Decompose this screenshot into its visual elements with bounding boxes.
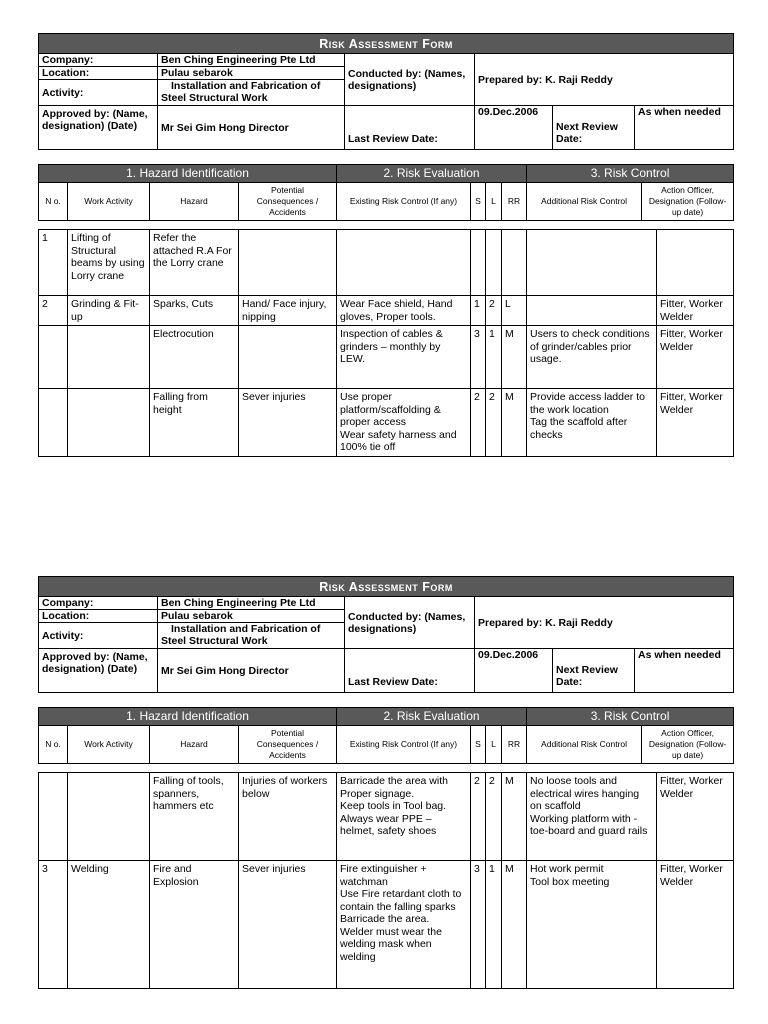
likelihood-cell: 2 [486,389,502,457]
table-row [39,230,734,296]
col-additional-control: Additional Risk Control [527,183,642,221]
location-value: Pulau sebarok [158,67,345,80]
hazard-cell: Electrocution [150,326,239,389]
risk-rows-table [38,229,734,457]
next-review-value: As when needed [635,649,734,693]
company-label: Company: [39,597,158,610]
form-header-table [38,576,734,693]
hazard-cell: Falling of tools, spanners, hammers etc [150,773,239,861]
approved-value: Mr Sei Gim Hong Director [158,106,345,150]
section-hazard-identification: 1. Hazard Identification [39,708,337,726]
section-risk-evaluation: 2. Risk Evaluation [337,165,527,183]
existing-control-cell: Fire extinguisher + watchman Use Fire retardant cloth to contain the falling sparks Barricade the area. Welder must wear the welding mask when welding [337,861,471,989]
company-value: Ben Ching Engineering Pte Ltd [158,54,345,67]
risk-rating-cell: M [502,861,527,989]
location-value: Pulau sebarok [158,610,345,623]
table-row [39,326,734,389]
consequence-cell [239,326,337,389]
table-row [39,296,734,326]
col-existing-control: Existing Risk Control (If any) [337,183,471,221]
last-review-label: Last Review Date: [345,106,475,150]
col-rr: RR [502,183,527,221]
risk-form-page-2 [38,576,733,989]
activity-value: Installation and Fabrication of Steel Structural Work [158,623,345,649]
existing-control-cell: Inspection of cables & grinders – monthly by LEW. [337,326,471,389]
action-officer-cell: Fitter, Worker Welder [657,326,734,389]
form-title: Risk Assessment Form [39,577,734,597]
existing-control-cell: Barricade the area with Proper signage. Keep tools in Tool bag. Always wear PPE – helmet, safety shoes [337,773,471,861]
hazard-cell: Falling from height [150,389,239,457]
work-activity-cell: Welding [68,861,150,989]
col-consequences: Potential Consequences / Accidents [239,183,337,221]
likelihood-cell [486,230,502,296]
row-number: 1 [39,230,68,296]
consequence-cell: Injuries of workers below [239,773,337,861]
approved-label: Approved by: (Name, designation) (Date) [39,106,158,150]
section-risk-control: 3. Risk Control [527,708,734,726]
section-risk-control: 3. Risk Control [527,165,734,183]
form-header-table [38,33,734,150]
likelihood-cell: 2 [486,773,502,861]
risk-form-page-1 [38,33,733,457]
risk-rating-cell: M [502,773,527,861]
work-activity-cell [68,773,150,861]
col-work-activity: Work Activity [68,183,150,221]
consequence-cell: Sever injuries [239,389,337,457]
company-label: Company: [39,54,158,67]
col-s: S [471,183,486,221]
severity-cell [471,230,486,296]
column-header-table [38,164,734,221]
severity-cell: 2 [471,773,486,861]
next-review-label: Next Review Date: [553,106,635,150]
col-no: N o. [39,726,68,764]
col-action-officer: Action Officer, Designation (Follow-up date) [642,183,734,221]
col-hazard: Hazard [150,183,239,221]
location-label: Location: [39,67,158,80]
existing-control-cell [337,230,471,296]
additional-control-cell: Provide access ladder to the work location Tag the scaffold after checks [527,389,657,457]
next-review-label: Next Review Date: [553,649,635,693]
prepared-label: Prepared by: K. Raji Reddy [475,597,734,649]
likelihood-cell: 1 [486,861,502,989]
work-activity-cell: Lifting of Structural beams by using Lorry crane [68,230,150,296]
work-activity-cell: Grinding & Fit-up [68,296,150,326]
column-header-table [38,707,734,764]
last-review-label: Last Review Date: [345,649,475,693]
col-rr: RR [502,726,527,764]
row-number [39,389,68,457]
severity-cell: 3 [471,861,486,989]
row-number: 2 [39,296,68,326]
conducted-label: Conducted by: (Names, designations) [345,54,475,106]
row-number [39,326,68,389]
action-officer-cell: Fitter, Worker Welder [657,389,734,457]
col-action-officer: Action Officer, Designation (Follow-up date) [642,726,734,764]
table-row [39,389,734,457]
approved-value: Mr Sei Gim Hong Director [158,649,345,693]
existing-control-cell: Use proper platform/scaffolding & proper access Wear safety harness and 100% tie off [337,389,471,457]
consequence-cell: Hand/ Face injury, nipping [239,296,337,326]
risk-rating-cell: M [502,326,527,389]
activity-value: Installation and Fabrication of Steel Structural Work [158,80,345,106]
next-review-value: As when needed [635,106,734,150]
consequence-cell [239,230,337,296]
risk-rating-cell: L [502,296,527,326]
prepared-label: Prepared by: K. Raji Reddy [475,54,734,106]
col-l: L [486,726,502,764]
table-row [39,773,734,861]
severity-cell: 1 [471,296,486,326]
action-officer-cell: Fitter, Worker Welder [657,861,734,989]
col-work-activity: Work Activity [68,726,150,764]
additional-control-cell [527,296,657,326]
additional-control-cell [527,230,657,296]
additional-control-cell: No loose tools and electrical wires hanging on scaffold Working platform with - toe-board and guard rails [527,773,657,861]
severity-cell: 2 [471,389,486,457]
section-risk-evaluation: 2. Risk Evaluation [337,708,527,726]
risk-rows-table [38,772,734,989]
col-consequences: Potential Consequences / Accidents [239,726,337,764]
last-review-value: 09.Dec.2006 [475,106,553,150]
col-l: L [486,183,502,221]
col-no: N o. [39,183,68,221]
likelihood-cell: 2 [486,296,502,326]
severity-cell: 3 [471,326,486,389]
action-officer-cell [657,230,734,296]
hazard-cell: Fire and Explosion [150,861,239,989]
additional-control-cell: Hot work permit Tool box meeting [527,861,657,989]
row-number: 3 [39,861,68,989]
company-value: Ben Ching Engineering Pte Ltd [158,597,345,610]
section-hazard-identification: 1. Hazard Identification [39,165,337,183]
risk-rating-cell: M [502,389,527,457]
form-title: Risk Assessment Form [39,34,734,54]
work-activity-cell [68,389,150,457]
col-existing-control: Existing Risk Control (If any) [337,726,471,764]
work-activity-cell [68,326,150,389]
risk-rating-cell [502,230,527,296]
consequence-cell: Sever injuries [239,861,337,989]
table-row [39,861,734,989]
hazard-cell: Sparks, Cuts [150,296,239,326]
conducted-label: Conducted by: (Names, designations) [345,597,475,649]
col-additional-control: Additional Risk Control [527,726,642,764]
col-hazard: Hazard [150,726,239,764]
existing-control-cell: Wear Face shield, Hand gloves, Proper tools. [337,296,471,326]
location-label: Location: [39,610,158,623]
col-s: S [471,726,486,764]
hazard-cell: Refer the attached R.A For the Lorry crane [150,230,239,296]
last-review-value: 09.Dec.2006 [475,649,553,693]
approved-label: Approved by: (Name, designation) (Date) [39,649,158,693]
action-officer-cell: Fitter, Worker Welder [657,296,734,326]
activity-label: Activity: [39,80,158,106]
action-officer-cell: Fitter, Worker Welder [657,773,734,861]
likelihood-cell: 1 [486,326,502,389]
row-number [39,773,68,861]
additional-control-cell: Users to check conditions of grinder/cables prior usage. [527,326,657,389]
activity-label: Activity: [39,623,158,649]
